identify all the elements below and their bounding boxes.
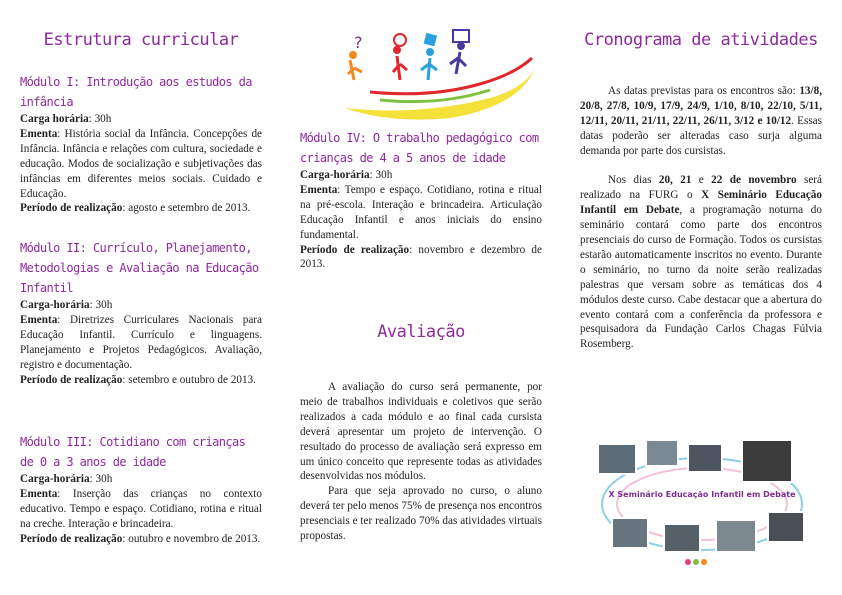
- avaliacao-paragraph-2: Para que seja aprovado no curso, o aluno deverá ter pelo menos 75% de presença nos encontros presenciais e ter realizado 70% das atividades virtuais propostas.: [300, 485, 542, 543]
- svg-text:?: ?: [354, 33, 363, 52]
- module-3: Módulo III: Cotidiano com crianças de 0 a 3 anos de idade Carga-horária: 30h Ementa: Inserção das crianças no contexto educativo. Tempo e espaço. Cotidiano, rotina e ritual na creche. Interação e brincadeira. Período de realização: outubro e novembro de 2013.: [20, 432, 262, 547]
- module-1: Módulo I: Introdução aos estudos da infância Carga horária: 30h Ementa: História social da Infância. Concepções de Infância. Infância e relações com cultura, sociedade e educação. Modos de socialização e subjetivações das infâncias em diferentes meios sociais. Cuidado e Educação. Período de realização: agosto e setembro de 2013.: [20, 72, 262, 216]
- meeting-dates: 13/8, 20/8, 27/8, 10/9, 17/9, 24/9, 1/10, 8/10, 22/10, 5/11, 12/11, 20/11, 21/11, 22/11, 26/11, 3/12 e 10/12: [580, 85, 822, 127]
- module-4: Módulo IV: O trabalho pedagógico com crianças de 4 a 5 anos de idade Carga-horária: 30h Ementa: Tempo e espaço. Cotidiano, rotina e ritual na pré-escola. Interação e brincadeira. Articulação Educação Infantil e anos iniciais do ensino fundamental. Período de realização: novembro e dezembro de 2013.: [300, 128, 542, 272]
- seminar-name: X Seminário Educação Infantil em Debate: [580, 189, 822, 217]
- banner-title: X Seminário Educação Infantil em Debate: [608, 490, 796, 499]
- module-4-title: Módulo IV: O trabalho pedagógico com crianças de 4 a 5 anos de idade: [300, 131, 539, 165]
- cronograma-paragraph-1: As datas previstas para os encontros são: 13/8, 20/8, 27/8, 10/9, 17/9, 24/9, 1/10, 8/10, 22/10, 5/11, 12/11, 20/11, 21/11, 22/11, 26/11, 3/12 e 10/12. Essas datas poderão ser alteradas caso surja alguma demanda por parte dos cursistas.: [580, 85, 822, 157]
- label-ementa: Ementa: [20, 127, 58, 140]
- module-2: Módulo II: Currículo, Planejamento, Metodologias e Avaliação na Educação Infantil Carga-horária: 30h Ementa: Diretrizes Curriculares Nacionais para Educação Infantil. Currículo e linguagens. Planejamento e Projetos Pedagógicos. Avaliação, registro e documentação. Período de realização: setembro e outubro de 2013.: [20, 238, 262, 387]
- heading-avaliacao: Avaliação: [377, 322, 465, 342]
- module-3-title: Módulo III: Cotidiano com crianças de 0 a 3 anos de idade: [20, 435, 246, 469]
- module-1-title: Módulo I: Introdução aos estudos da infância: [20, 75, 252, 109]
- seminar-banner-image: [592, 440, 812, 568]
- heading-cronograma: Cronograma de atividades: [584, 30, 818, 50]
- label-carga-horaria: Carga horária: [20, 113, 89, 125]
- heading-estrutura-curricular: Estrutura curricular: [43, 30, 239, 50]
- label-periodo: Período de realização: [20, 202, 123, 215]
- children-logo-image: [340, 28, 540, 120]
- cronograma-body: [580, 84, 822, 352]
- avaliacao-body: [300, 380, 542, 544]
- cronograma-paragraph-2: Nos dias 20, 21 e 22 de novembro será realizado na FURG o X Seminário Educação Infantil em Debate, a programação noturna do seminário contará como parte dos encontros presenciais do curso de Formação. Todos os cursistas estarão automaticamente inscritos no evento. Durante o seminário, no turno da noite serão realizadas palestras que versam sobre as temáticas dos 4 módulos deste curso. Cabe destacar que a abertura do evento contará com a conferência da professora e pesquisadora da Fundação Carlos Chagas Fúlvia Rosemberg.: [580, 174, 822, 351]
- module-2-title: Módulo II: Currículo, Planejamento, Metodologias e Avaliação na Educação Infantil: [20, 241, 259, 295]
- avaliacao-paragraph-1: A avaliação do curso será permanente, por meio de trabalhos individuais e coletivos que serão realizados a cada módulo e ao final cada cursista deverá apresentar um projeto de intervenção. O resultado do processo de avaliação será expresso em um único conceito que represente todas as atividades desenvolvidas nos módulos.: [300, 381, 542, 483]
